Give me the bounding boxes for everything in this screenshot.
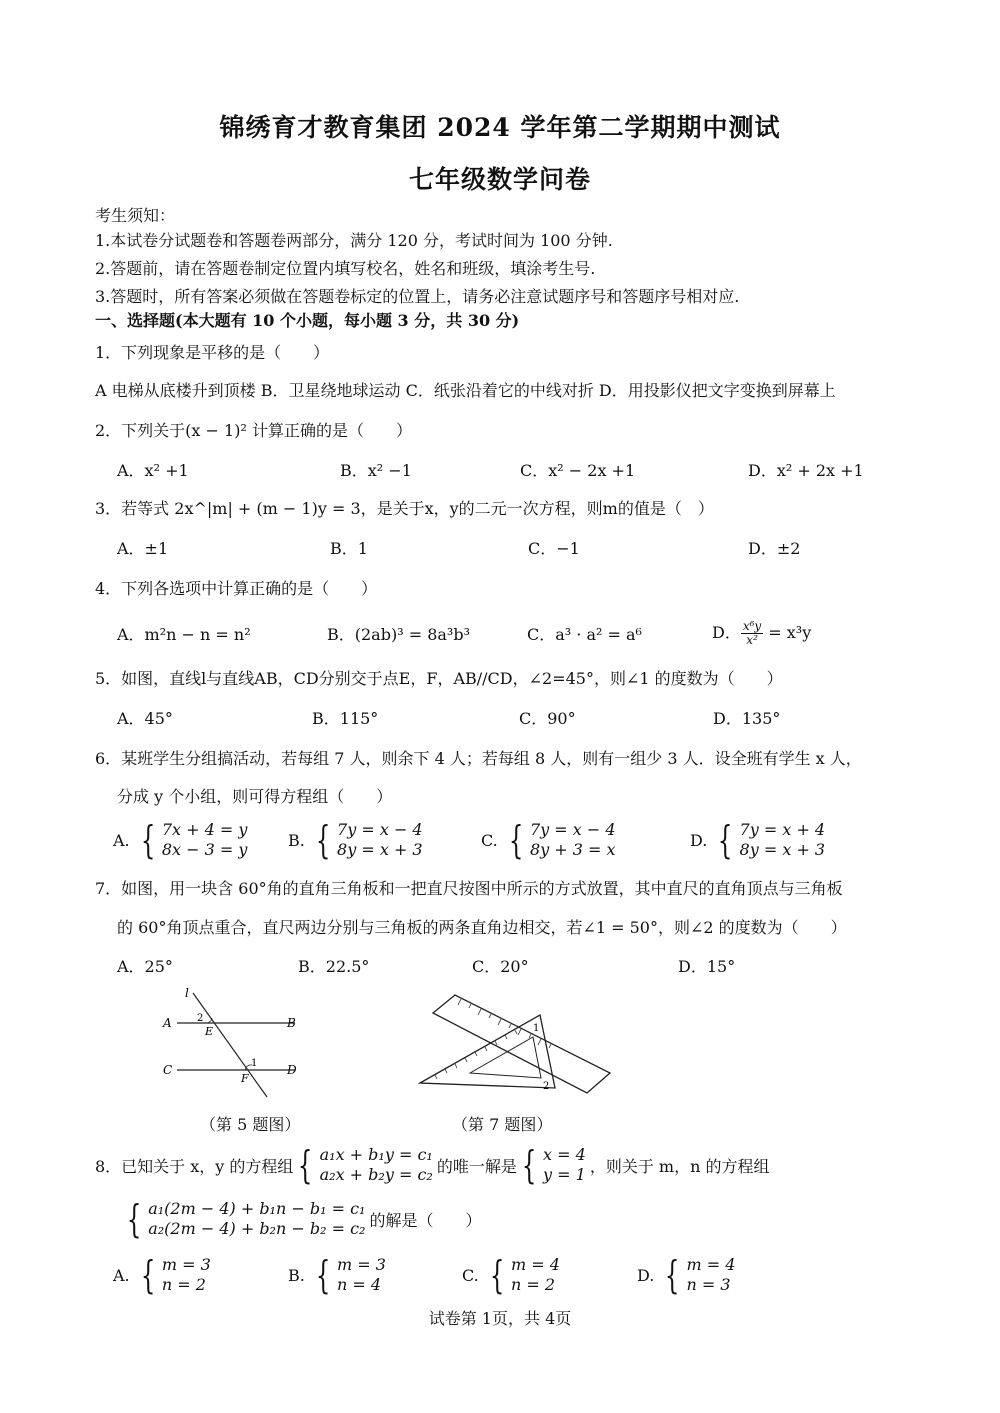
q5-option-d: D．135°: [713, 709, 781, 728]
q6-c-row1: 7y = x − 4: [529, 820, 616, 839]
q8-c-row1: m = 4: [510, 1255, 560, 1274]
q4-d-label: D．: [712, 623, 741, 642]
q4-d-denominator: x²: [746, 633, 758, 647]
notice-item: 1.本试卷分试题卷和答题卷两部分，满分 120 分，考试时间为 100 分钟.: [95, 231, 613, 250]
q5-stem: 5．如图，直线l与直线AB，CD分别交于点E，F，AB//CD，∠2=45°，则∠1 的度数为（ ）: [95, 669, 783, 688]
q6-a-label: A.: [113, 830, 130, 850]
q8-d-label: D.: [637, 1265, 655, 1285]
brace-icon: {: [140, 1253, 155, 1297]
q4-d-numerator: x⁶y: [742, 619, 762, 633]
label-F: F: [241, 1072, 249, 1085]
q8-a-label: A.: [113, 1265, 130, 1285]
q6-d-row1: 7y = x + 4: [739, 820, 826, 839]
q6-a-row2: 8x − 3 = y: [161, 840, 248, 859]
q1-stem: 1．下列现象是平移的是（ ）: [95, 343, 330, 362]
brace-icon: {: [665, 1253, 680, 1297]
q8-sys1-row2: a₂x + b₂y = c₂: [319, 1165, 433, 1184]
line-l: [193, 993, 267, 1097]
figure-5-caption: （第 5 题图）: [200, 1115, 301, 1134]
q8-stem-post: ，则关于 m，n 的方程组: [589, 1156, 770, 1176]
angle-2-label: 2: [197, 1013, 204, 1024]
q6-c-label: C.: [481, 830, 498, 850]
q4-stem: 4．下列各选项中计算正确的是（ ）: [95, 579, 378, 598]
label-E: E: [205, 1025, 214, 1038]
label-D: D: [287, 1063, 297, 1077]
label-l: l: [185, 986, 189, 1000]
q8-b-row1: m = 3: [337, 1255, 386, 1274]
angle-1-label: 1: [533, 1023, 540, 1034]
label-C: C: [163, 1063, 173, 1077]
q8-sys2-row2: a₂(2m − 4) + b₂n − b₂ = c₂: [148, 1219, 366, 1238]
q8-option-b: [288, 1255, 386, 1295]
q8-sys1-row1: a₁x + b₁y = c₁: [319, 1145, 433, 1164]
notice-heading: 考生须知：: [95, 206, 176, 225]
exam-title: 锦绣育才教育集团 2024 学年第二学期期中测试: [219, 113, 781, 142]
section-heading: 一、选择题(本大题有 10 个小题，每小题 3 分，共 30 分): [95, 311, 520, 330]
page-footer: 试卷第 1页，共 4页: [428, 1309, 572, 1328]
q6-b-row1: 7y = x − 4: [337, 820, 423, 839]
label-A: A: [163, 1016, 172, 1030]
q8-b-row2: n = 4: [337, 1275, 382, 1294]
brace-icon: {: [489, 1253, 505, 1297]
q6-stem-line1: 6．某班学生分组搞活动，若每组 7 人，则余下 4 人；若每组 8 人，则有一组少 3 人．设全班有学生 x 人，: [95, 749, 862, 768]
q2-option-a: A．x² +1: [117, 461, 189, 480]
q2-stem: 2．下列关于(x − 1)² 计算正确的是（ ）: [95, 421, 412, 440]
triangle-ticks: [435, 1030, 517, 1079]
q6-a-row1: 7x + 4 = y: [161, 820, 248, 839]
q3-option-a: A．±1: [117, 539, 169, 558]
q6-b-row2: 8y = x + 3: [337, 840, 423, 859]
q6-option-a: [113, 820, 247, 860]
q8-stem-line2: [122, 1199, 481, 1239]
q6-option-c: [481, 820, 616, 860]
figure-7-ruler-triangle: [415, 985, 615, 1100]
q8-sol-row2: y = 1: [543, 1165, 586, 1184]
q8-a-row1: m = 3: [161, 1255, 211, 1274]
q1-options: A 电梯从底楼升到顶楼 B．卫星绕地球运动 C．纸张沿着它的中线对折 D．用投影仪把文字变换到屏幕上: [95, 381, 836, 400]
angle-1-label: 1: [251, 1058, 258, 1069]
brace-icon: {: [298, 1143, 313, 1187]
q4-option-d: [712, 617, 811, 649]
exam-subtitle: 七年级数学问卷: [408, 165, 591, 194]
q4-d-fraction: [741, 620, 763, 647]
q6-b-label: B.: [288, 830, 305, 850]
figure-5-parallel-lines: [155, 985, 315, 1100]
q8-d-row2: n = 3: [686, 1275, 731, 1294]
q3-stem: 3．若等式 2x^|m| + (m − 1)y = 3，是关于x，y的二元一次方程，则m的值是（ ）: [95, 499, 714, 518]
angle-2-label: 2: [543, 1081, 550, 1092]
q7-option-d: D．15°: [678, 957, 736, 976]
q8-sol-row1: x = 4: [543, 1145, 586, 1164]
q8-stem-line1: [95, 1145, 769, 1185]
brace-icon: {: [718, 818, 733, 862]
q7-stem-line1: 7．如图，用一块含 60°角的直角三角板和一把直尺按图中所示的方式放置，其中直尺的直角顶点与三角板: [95, 879, 843, 898]
q2-option-d: D．x² + 2x +1: [748, 461, 864, 480]
brace-icon: {: [508, 818, 524, 862]
q8-stem-pre: 8．已知关于 x，y 的方程组: [95, 1156, 294, 1176]
q8-option-a: [113, 1255, 211, 1295]
q8-option-d: [637, 1255, 735, 1295]
q8-sys2-row1: a₁(2m − 4) + b₁n − b₁ = c₁: [148, 1199, 366, 1218]
q6-stem-line2: 分成 y 个小组，则可得方程组（ ）: [117, 787, 393, 806]
q5-option-b: B．115°: [312, 709, 379, 728]
q6-option-b: [288, 820, 423, 860]
q5-option-c: C．90°: [519, 709, 576, 728]
q6-c-row2: 8y + 3 = x: [529, 840, 616, 859]
q4-d-rest: = x³y: [763, 623, 812, 642]
q8-option-c: [462, 1255, 560, 1295]
brace-icon: {: [315, 1253, 331, 1297]
notice-item: 3.答题时，所有答案必须做在答题卷标定的位置上，请务必注意试题序号和答题序号相对应.: [95, 287, 740, 306]
q8-c-row2: n = 2: [510, 1275, 556, 1294]
notice-item: 2.答题前，请在答题卷制定位置内填写校名，姓名和班级，填涂考生号.: [95, 259, 596, 278]
q4-option-c: C．a³ · a² = a⁶: [527, 625, 642, 644]
q3-option-b: B．1: [330, 539, 368, 558]
q3-option-c: C．−1: [528, 539, 580, 558]
q7-stem-line2: 的 60°角顶点重合，直尺两边分别与三角板的两条直角边相交，若∠1 = 50°，则∠2 的度数为（ ）: [117, 918, 847, 937]
figure-7-caption: （第 7 题图）: [452, 1115, 553, 1134]
q4-option-b: B．(2ab)³ = 8a³b³: [327, 625, 470, 644]
q6-d-label: D.: [690, 830, 708, 850]
brace-icon: {: [315, 818, 331, 862]
q4-option-a: A．m²n − n = n²: [117, 625, 251, 644]
q8-a-row2: n = 2: [161, 1275, 206, 1294]
brace-icon: {: [521, 1143, 537, 1187]
q8-stem-mid: 的唯一解是: [436, 1156, 517, 1176]
brace-icon: {: [140, 818, 155, 862]
brace-icon: {: [126, 1197, 142, 1241]
q7-option-b: B．22.5°: [298, 957, 370, 976]
q7-option-c: C．20°: [472, 957, 529, 976]
label-B: B: [287, 1016, 296, 1030]
q8-stem-end: 的解是（ ）: [369, 1210, 482, 1230]
q5-option-a: A．45°: [117, 709, 173, 728]
q8-d-row1: m = 4: [686, 1255, 736, 1274]
q3-option-d: D．±2: [748, 539, 801, 558]
q7-option-a: A．25°: [117, 957, 173, 976]
q6-option-d: [690, 820, 825, 860]
triangle-inner: [470, 1037, 541, 1078]
q8-b-label: B.: [288, 1265, 305, 1285]
q8-c-label: C.: [462, 1265, 479, 1285]
q6-d-row2: 8y = x + 3: [739, 840, 826, 859]
q2-option-c: C．x² − 2x +1: [520, 461, 636, 480]
q2-option-b: B．x² −1: [340, 461, 412, 480]
